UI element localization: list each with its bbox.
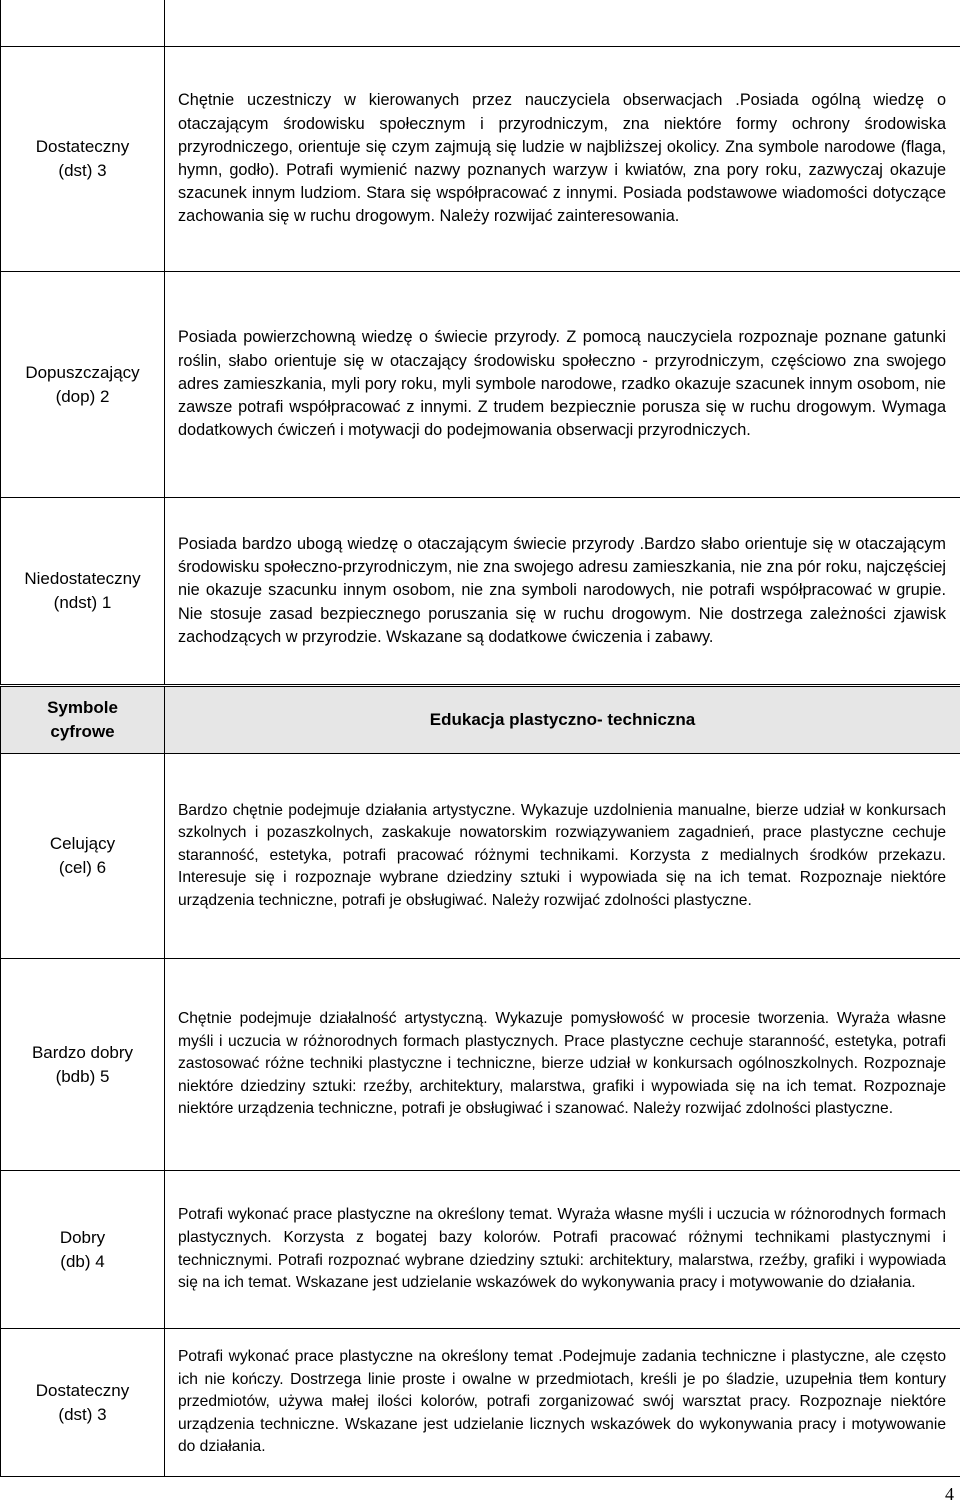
- description-cell: [165, 1171, 960, 1329]
- grade-cell: [1, 754, 165, 959]
- grade-description: Bardzo chętnie podejmuje działania artystyczne. Wykazuje uzdolnienia manualne, bierze udział w konkursach szkolnych i pozaszkolnych, zaskakuje nowatorskim rozwiązywaniem zagadnień, prace plastyczne cechuje staranność, estetyka, potrafi pracować różnymi technikami. Korzysta z medialnych środków przekazu. Interesuje się i rozpoznaje wybrane dziedziny sztuki i wypowiada się na ich temat. Rozpoznaje niektóre urządzenia techniczne, potrafi je obsługiwać. Należy rozwijać zdolności plastyczne.: [178, 801, 946, 909]
- grade-description: Potrafi wykonać prace plastyczne na określony temat. Wyraża własne myśli i uczucia w różnorodnych formach plastycznych. Korzysta z bogatej bazy kolorów. Potrafi pracować różnymi technikami plastycznymi i technicznymi. Potrafi rozpoznać wybrane dziedziny sztuki: architektury, malarstwa, rzeźby, grafiki i wypowiada się na ich temat. Wskazane jest udzielanie wskazówek do wykonywania pracy i motywowanie do działania.: [178, 1206, 946, 1292]
- grade-cell: [1, 1329, 165, 1477]
- grade-code: (dop) 2: [55, 386, 110, 406]
- table-row: [1, 959, 960, 1171]
- grade-cell: [1, 272, 165, 498]
- grade-name: Dobry: [59, 1227, 106, 1247]
- grade-description: Posiada powierzchowną wiedzę o świecie przyrody. Z pomocą nauczyciela rozpoznaje poznane gatunki roślin, słabo orientuje się w otaczający środowisku społeczno - przyrodniczym, częściowo zna swojego adres zamieszkania, myli pory roku, myli symbole narodowe, rzadko okazuje szacunek innym osobom, nie zawsze potrafi współpracować z innymi. Z trudem bezpiecznie porusza się w ruchu drogowym. Wymaga dodatkowych ćwiczeń i motywacji do podejmowania obserwacji przyrodniczych.: [178, 328, 946, 440]
- description-cell: [165, 1329, 960, 1477]
- table-row: [1, 498, 960, 685]
- table-row: [1, 272, 960, 498]
- grade-code: (ndst) 1: [53, 593, 112, 612]
- grade-name: Bardzo dobry: [31, 1042, 134, 1062]
- grade-code: (db) 4: [60, 1251, 105, 1271]
- grade-cell: [1, 47, 165, 272]
- grade-code: (dst) 3: [58, 161, 107, 180]
- grades-table-nature: [0, 0, 960, 685]
- grade-code: (cel) 6: [58, 858, 107, 877]
- grades-table-art: [0, 686, 960, 1477]
- description-cell: [165, 47, 960, 272]
- grade-name: Niedostateczny: [24, 569, 141, 588]
- grade-code: (bdb) 5: [55, 1066, 110, 1086]
- header-subject: Edukacja plastyczno- techniczna: [165, 687, 960, 754]
- grade-cell: [1, 498, 165, 685]
- grade-cell-empty: [1, 0, 165, 47]
- table-row: [1, 754, 960, 959]
- grade-name: Dostateczny: [35, 1380, 130, 1400]
- grade-description: Chętnie uczestniczy w kierowanych przez nauczyciela obserwacjach .Posiada ogólną wiedzę o otaczającym środowisku społecznym i przyrodniczym, zna niektóre formy ochrony środowiska przyrodniczego, orientuje się czym zajmują się ludzie w najbliższej okolicy. Zna symbole narodowe (flaga, hymn, godło). Potrafi wymienić nazwy poznanych warzyw i kwiatów, zna pory roku, zazwyczaj okazuje szacunek innym ludziom. Stara się współpracować z innymi. Posiada podstawowe wiadomości dotyczące zachowania się w ruchu drogowym. Należy rozwijać zainteresowania.: [178, 91, 946, 226]
- table-row: [1, 1329, 960, 1477]
- description-cell: [165, 754, 960, 959]
- grade-name: Celujący: [49, 834, 116, 853]
- description-cell: [165, 959, 960, 1171]
- page-number: 4: [945, 1484, 954, 1504]
- grade-description: Potrafi wykonać prace plastyczne na określony temat .Podejmuje zadania techniczne i plastyczne, ale często ich nie kończy. Dostrzega linie proste i owalne w przedmiotach, kreśli je po śladzie, uzupełnia tłem kontury przedmiotów, używa małej ilości kolorów, potrafi zorganizować swój warsztat pracy. Rozpoznaje niektóre urządzenia techniczne. Wskazane jest udzielanie licznych wskazówek do wykonywania pracy i motywowanie do działania.: [178, 1348, 946, 1456]
- grade-cell: [1, 959, 165, 1171]
- description-cell-empty: [165, 0, 960, 47]
- table-row: [1, 1171, 960, 1329]
- grade-code: (dst) 3: [58, 1404, 107, 1424]
- grade-description: Posiada bardzo ubogą wiedzę o otaczającym świecie przyrody .Bardzo słabo orientuje się w otaczającym środowisku społeczno-przyrodniczym, nie zna swojego adresu zamieszkania, nie zna pór roku, najczęściej nie okazuje szacunku innym osobom, nie zna symboli narodowych, nie potrafi współpracować w grupie. Nie stosuje zasad bezpiecznego poruszania się w ruchu drogowym. Nie dostrzega zależności zjawisk zachodzących w przyrodzie. Wskazane są dodatkowe ćwiczenia i zabawy.: [178, 534, 946, 646]
- table-row: [1, 47, 960, 272]
- header-left-line1: Symbole: [47, 698, 118, 717]
- description-cell: [165, 272, 960, 498]
- description-cell: [165, 498, 960, 685]
- grade-cell: [1, 1171, 165, 1329]
- header-left-line2: cyfrowe: [50, 722, 115, 741]
- table-header-row: [1, 687, 960, 754]
- table-row-empty: [1, 0, 960, 47]
- header-digit-symbols: [1, 687, 165, 754]
- grade-name: Dostateczny: [35, 137, 130, 156]
- grade-description: Chętnie podejmuje działalność artystyczną. Wykazuje pomysłowość w procesie tworzenia. Wyraża własne myśli i uczucia w różnorodnych formach plastycznych. Prace plastyczne cechuje staranność, estetyka, potrafi zastosować różne techniki plastyczne i techniczne, bierze udział w konkursach ogólnoszkolnych. Rozpoznaje niektóre dziedziny sztuki: rzeźby, architektury, malarstwa, grafiki i wypowiada się na ich temat. Rozpoznaje niektóre urządzenia techniczne, potrafi je obsługiwać i szanować. Należy rozwijać zdolności plastyczne.: [178, 1010, 946, 1118]
- grade-name: Dopuszczający: [25, 362, 140, 382]
